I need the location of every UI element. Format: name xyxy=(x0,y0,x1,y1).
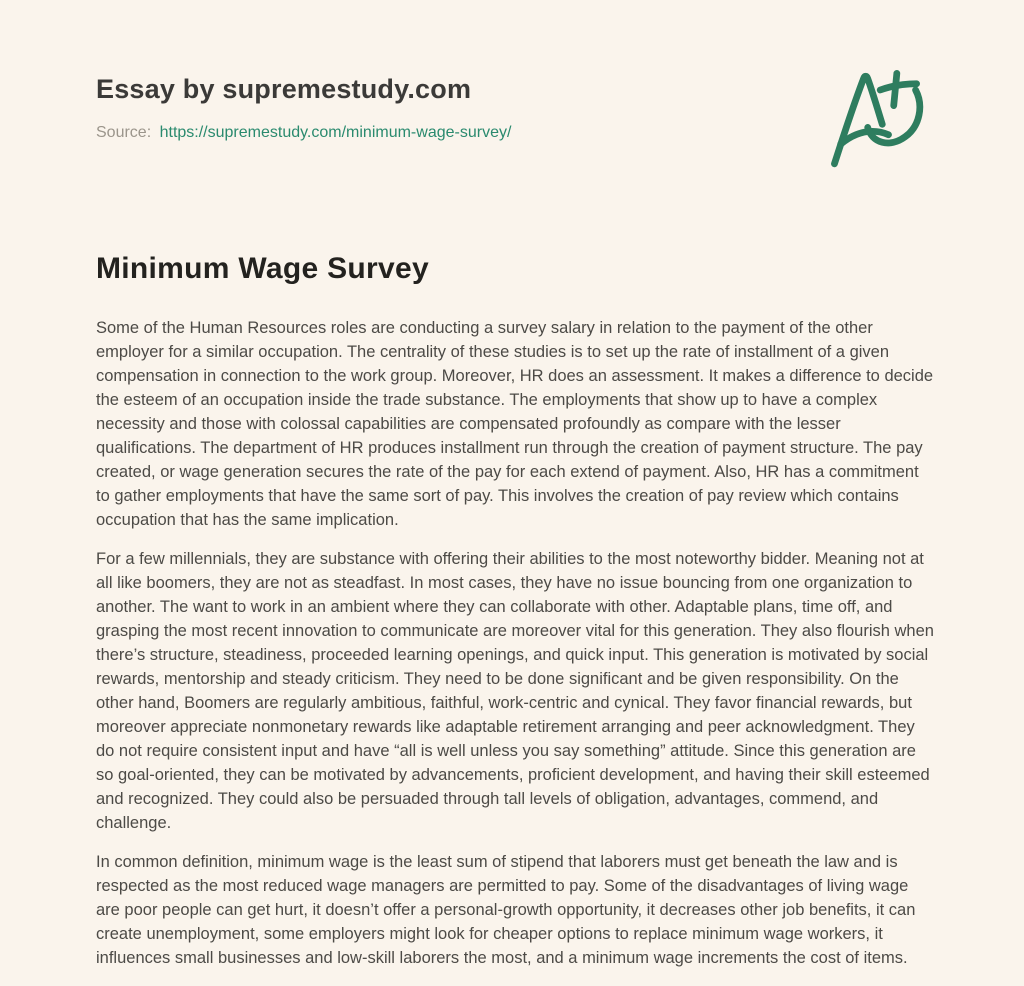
source-label: Source: xyxy=(96,124,152,141)
essay-paragraph-3: In common definition, minimum wage is the least sum of stipend that laborers must get beneath the law and is respected as the most reduced wage managers are permitted to pay. Some of the disadvantages of living wage are poor people can get hurt, it doesn’t offer a personal-growth opportunity, it decreases other job benefits, it can create unemployment, some employers might look for cheaper options to replace minimum wage workers, it influences small businesses and low-skill laborers the most, and a minimum wage increments the cost of items. xyxy=(96,853,916,967)
a-plus-logo-icon xyxy=(822,64,928,168)
essay-paragraph-2: For a few millennials, they are substance with offering their abilities to the most noteworthy bidder. Meaning not at all like boomers, they are not as steadfast. In most cases, they have no issue bouncing from one organization to another. The want to work in an ambient where they can collaborate with other. Adaptable plans, time off, and grasping the most recent innovation to communicate are moreover vital for this generation. They also flourish when there’s structure, steadiness, proceeded learning openings, and quick input. This generation is motivated by social rewards, mentorship and steady criticism. They need to be done significant and be given responsibility. On the other hand, Boomers are regularly ambitious, faithful, work-centric and cynical. They favor financial rewards, but moreover appreciate nonmonetary rewards like adaptable retirement arranging and peer acknowledgment. They do not require consistent input and have “all is well unless you say something” attitude. Since this generation are so goal-oriented, they can be motivated by advancements, proficient development, and having their skill esteemed and recognized. They could also be persuaded through tall levels of obligation, advantages, commend, and challenge. xyxy=(96,550,934,832)
source-line xyxy=(96,124,511,142)
essay-title: Minimum Wage Survey xyxy=(96,252,429,285)
essay-body xyxy=(96,316,934,985)
essay-paragraph-1: Some of the Human Resources roles are conducting a survey salary in relation to the payment of the other employer for a similar occupation. The centrality of these studies is to set up the rate of installment of a given compensation in connection to the work group. Moreover, HR does an assessment. It makes a difference to decide the esteem of an occupation inside the trade substance. The employments that show up to have a complex necessity and those with colossal capabilities are compensated profoundly as compare with the lesser qualifications. The department of HR produces installment run through the creation of payment structure. The pay created, or wage generation secures the rate of the pay for each extend of payment. Also, HR has a commitment to gather employments that have the same sort of pay. This involves the creation of pay review which contains occupation that has the same implication. xyxy=(96,319,934,529)
page-title: Essay by supremestudy.com xyxy=(96,74,472,104)
source-url-link[interactable]: https://supremestudy.com/minimum-wage-survey/ xyxy=(159,124,512,141)
